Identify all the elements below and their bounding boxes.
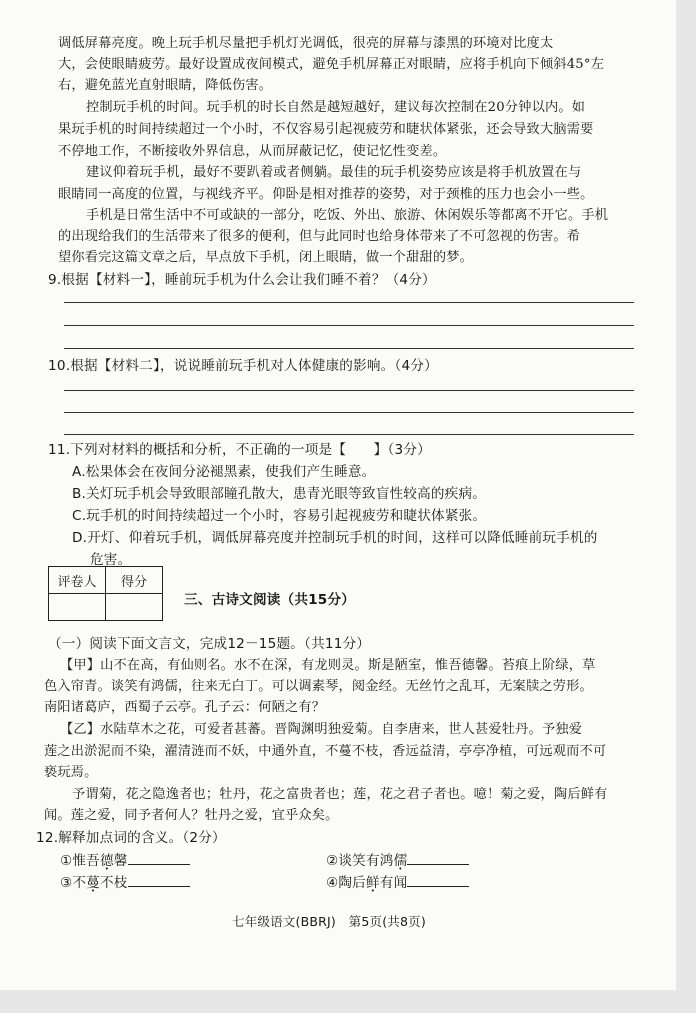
option-a[interactable]: A.松果体会在夜间分泌褪黑素，使我们产生睡意。 [72,464,376,480]
answer-blank[interactable] [407,850,469,865]
answer-blank[interactable] [128,872,190,887]
section-title: 三、古诗文阅读（共15分） [184,592,356,608]
dotted-char: 鲜 [365,875,380,891]
material-line: 望你看完这篇文章之后，早点放下手机，闭上眼睛，做一个甜甜的梦。 [58,250,474,265]
yi-line: 亵玩焉。 [44,765,98,780]
score-cell[interactable] [106,594,163,621]
q12-item-text: 馨 [113,853,128,869]
page-footer: 七年级语文(BBRJ) 第5页(共8页) [232,914,426,929]
answer-line-q9[interactable] [64,302,634,303]
answer-line-q10[interactable] [64,390,634,391]
dotted-char: 德 [99,853,114,869]
q12-item-3 [60,872,190,893]
grader-label: 评卷人 [49,567,106,594]
q12-item-2 [326,850,469,871]
question-10: 10.根据【材料二】，说说睡前玩手机对人体健康的影响。（4分） [48,358,438,374]
answer-line-q10[interactable] [64,412,634,413]
q12-item-text: 有闻 [379,875,408,891]
material-line: 控制玩手机的时间。玩手机的时长自然是越短越好，建议每次控制在20分钟以内。如 [86,100,586,115]
material-line: 调低屏幕亮度。晚上玩手机尽量把手机灯光调低，很亮的屏幕与漆黑的环境对比度太 [58,36,554,51]
dotted-char: 蔓 [86,875,100,891]
material-line: 建议仰着玩手机，最好不要趴着或者侧躺。最佳的玩手机姿势应该是将手机放置在与 [86,165,582,180]
score-label: 得分 [106,567,163,594]
grader-cell[interactable] [49,594,106,621]
q12-item-text: ④陶后 [326,875,366,891]
answer-line-q9[interactable] [64,325,634,326]
q12-item-text: ③不 [60,875,87,891]
jia-line: 【甲】山不在高，有仙则名。水不在深，有龙则灵。斯是陋室，惟吾德馨。苔痕上阶绿，草 [60,658,596,673]
material-line: 果玩手机的时间持续超过一个小时，不仅容易引起视疲劳和睫状体紧张，还会导致大脑需要 [58,122,594,137]
dotted-char: 儒 [393,853,408,869]
material-line: 不停地工作，不断接收外界信息，从而屏蔽记忆，使记忆性变差。 [58,144,447,159]
material-line: 眼睛同一高度的位置，与视线齐平。仰卧是相对推荐的姿势，对于颈椎的压力也会小一些。 [58,187,594,202]
jia-line: 色入帘青。谈笑有鸿儒，往来无白丁。可以调素琴，阅金经。无丝竹之乱耳，无案牍之劳形。 [44,679,593,694]
jia-line: 南阳诸葛庐，西蜀子云亭。孔子云：何陋之有？ [44,700,326,715]
yi-line: 莲之出淤泥而不染，濯清涟而不妖，中通外直，不蔓不枝，香远益清，亭亭净植，可远观而不可 [44,744,607,759]
q12-item-text: 不枝 [99,875,128,891]
yi-line: 予谓菊，花之隐逸者也；牡丹，花之富贵者也；莲，花之君子者也。噫！菊之爱，陶后鲜有 [72,787,608,802]
material-line: 大，会使眼睛疲劳。最好设置成夜间模式，避免手机屏幕正对眼睛，应将手机向下倾斜45°左 [58,57,605,72]
answer-line-q9[interactable] [64,348,634,349]
option-d[interactable]: D.开灯、仰着玩手机，调低屏幕亮度并控制玩手机的时间，这样可以降低睡前玩手机的 [72,530,598,546]
answer-line-q10[interactable] [64,434,634,435]
yi-line: 闻。莲之爱，同予者何人？牡丹之爱，宜乎众矣。 [44,808,339,823]
question-12: 12.解释加点词的含义。（2分） [36,830,226,846]
q12-item-text: ①惟吾 [60,853,100,869]
q12-item-4 [326,872,469,893]
question-11: 11.下列对材料的概括和分析，不正确的一项是【 】（3分） [48,442,431,458]
part-heading: （一）阅读下面文言文，完成12－15题。（共11分） [48,636,371,652]
material-line: 右，避免蓝光直射眼睛，降低伤害。 [58,78,273,93]
q12-item-text: ②谈笑有鸿 [326,853,394,869]
option-d-cont: 危害。 [90,552,132,568]
option-b[interactable]: B.关灯玩手机会导致眼部瞳孔散大，患青光眼等致盲性较高的疾病。 [72,486,487,502]
answer-blank[interactable] [407,872,469,887]
yi-line: 【乙】水陆草木之花，可爱者甚蕃。晋陶渊明独爱菊。自李唐来，世人甚爱牡丹。予独爱 [60,722,583,737]
option-c[interactable]: C.玩手机的时间持续超过一个小时，容易引起视疲劳和睫状体紧张。 [72,508,487,524]
q12-item-1 [60,850,190,871]
question-9: 9.根据【材料一】，睡前玩手机为什么会让我们睡不着？（4分） [48,272,436,288]
score-box [48,566,163,621]
answer-blank[interactable] [128,850,190,865]
material-line: 的出现给我们的生活带来了很多的便利，但与此同时也给身体带来了不可忽视的伤害。希 [58,229,581,244]
material-line: 手机是日常生活中不可或缺的一部分，吃饭、外出、旅游、休闲娱乐等都离不开它。手机 [86,208,609,223]
